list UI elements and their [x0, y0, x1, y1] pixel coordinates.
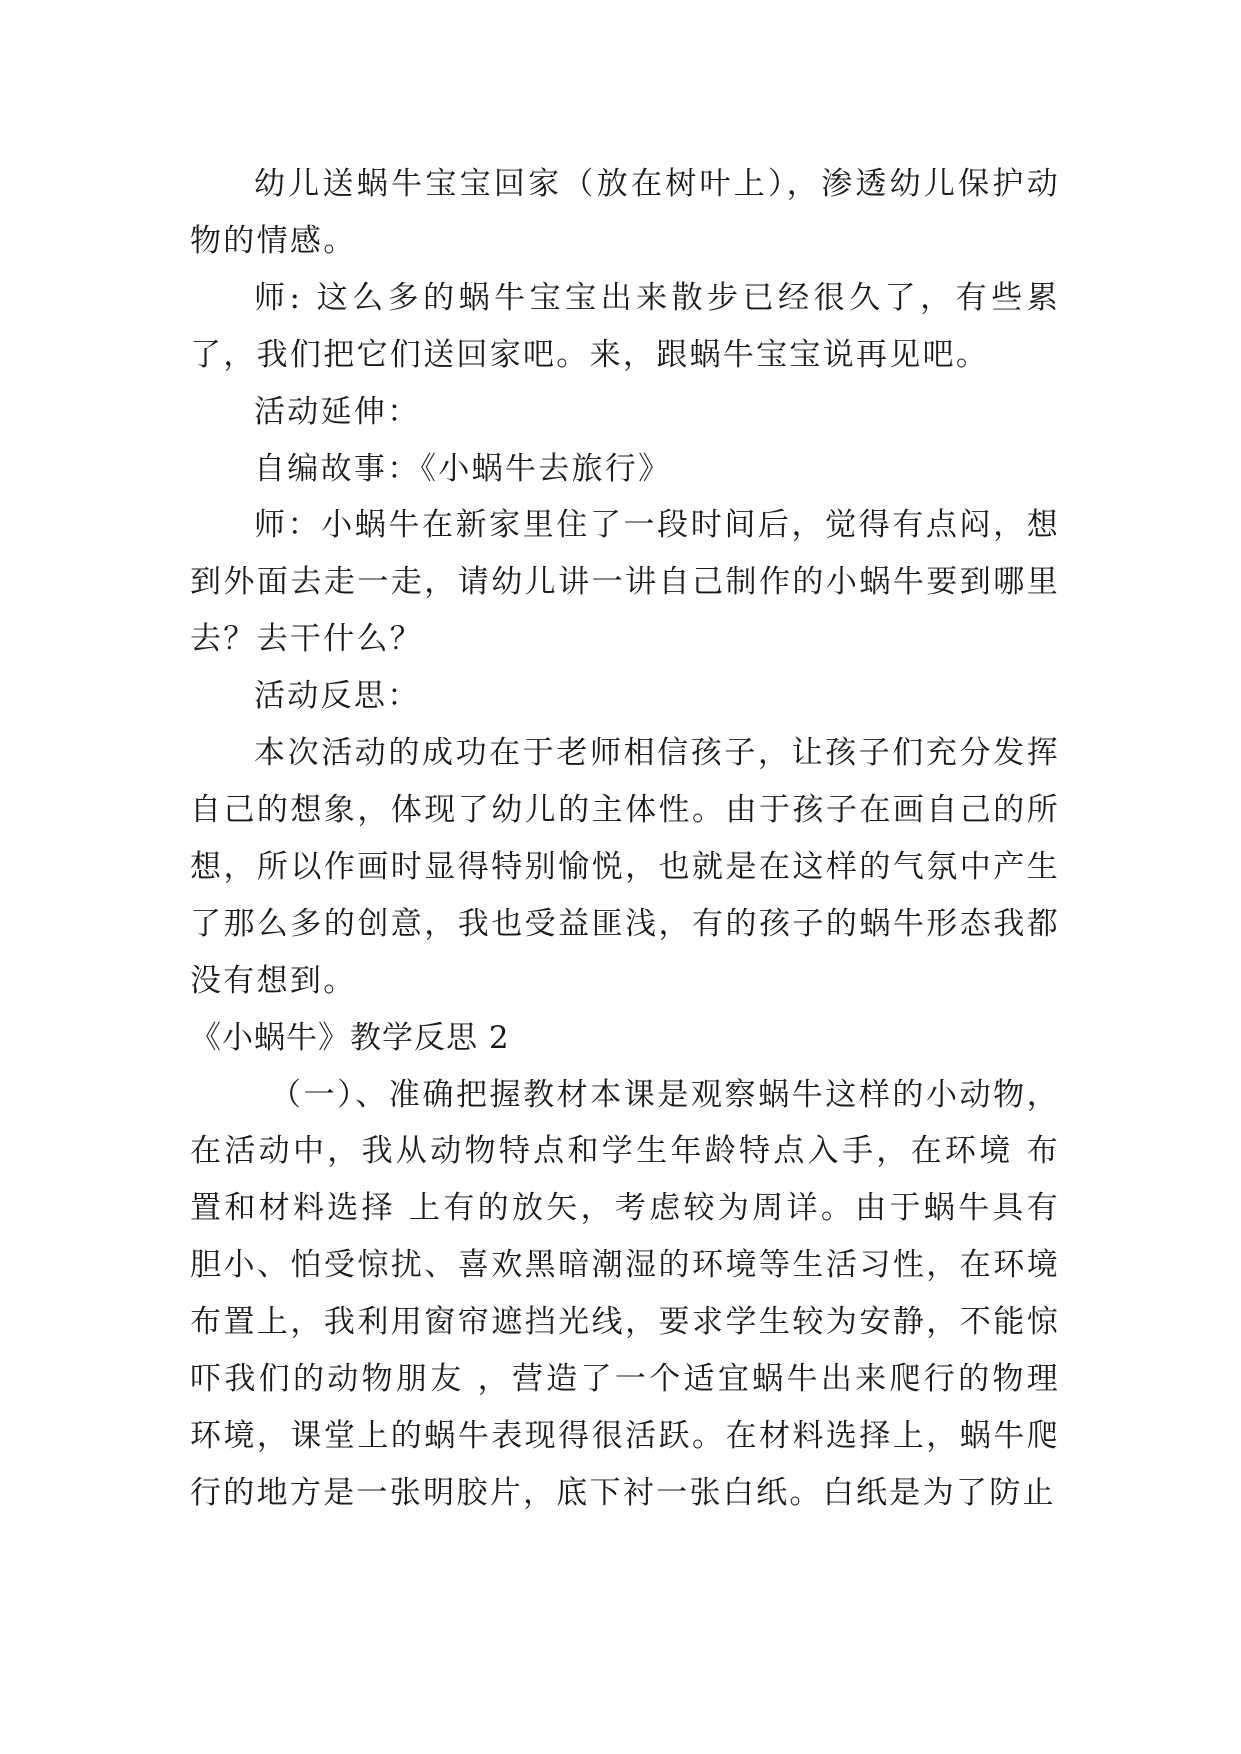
document-body — [190, 156, 1060, 1522]
section-title: 《小蜗牛》教学反思 2 — [190, 1019, 510, 1056]
paragraph-story-title: 自编故事：《小蜗牛去旅行》 — [254, 450, 672, 487]
paragraph-send-snails-home: 幼儿送蜗牛宝宝回家（放在树叶上），渗透幼儿保护动物的情感。 — [190, 166, 1060, 259]
paragraph-activity-extension-label: 活动延伸： — [254, 393, 421, 430]
paragraph-activity-reflection-label: 活动反思： — [254, 678, 421, 715]
paragraph-teacher-goodbye: 师: 这么多的蜗牛宝宝出来散步已经很久了，有些累了，我们把它们送回家吧。来，跟蜗牛宝宝说再见吧。 — [190, 279, 1060, 373]
paragraph-teacher-story: 师：小蜗牛在新家里住了一段时间后，觉得有点闷，想到外面去走一走，请幼儿讲一讲自己制作的小蜗牛要到哪里去？去干什么？ — [190, 507, 1060, 658]
paragraph-reflection-body: 本次活动的成功在于老师相信孩子，让孩子们充分发挥自己的想象，体现了幼儿的主体性。由于孩子在画自己的所想，所以作画时显得特别愉悦，也就是在这样的气氛中产生了那么多的创意，我也受益匪浅，有的孩子的蜗牛形态我都没有想到。 — [190, 735, 1060, 999]
paragraph-grasp-materials: （一）、准确把握教材本课是观察蜗牛这样的小动物，在活动中，我从动物特点和学生年龄特点入手，在环境 布置和材料选择 上有的放矢，考虑较为周详。由于蜗牛具有胆小、怕受惊扰、喜欢黑暗潮湿的环境等生活习性，在环境布置上，我利用窗帘遮挡光线，要求学生较为安静，不能惊吓我们的动物朋友 ，营造了一个适宜蜗牛出来爬行的物理环境，课堂上的蜗牛表现得很活跃。在材料选择上，蜗牛爬行的地方是一张明胶片，底下衬一张白纸。白纸是为了防止 — [190, 1076, 1060, 1511]
